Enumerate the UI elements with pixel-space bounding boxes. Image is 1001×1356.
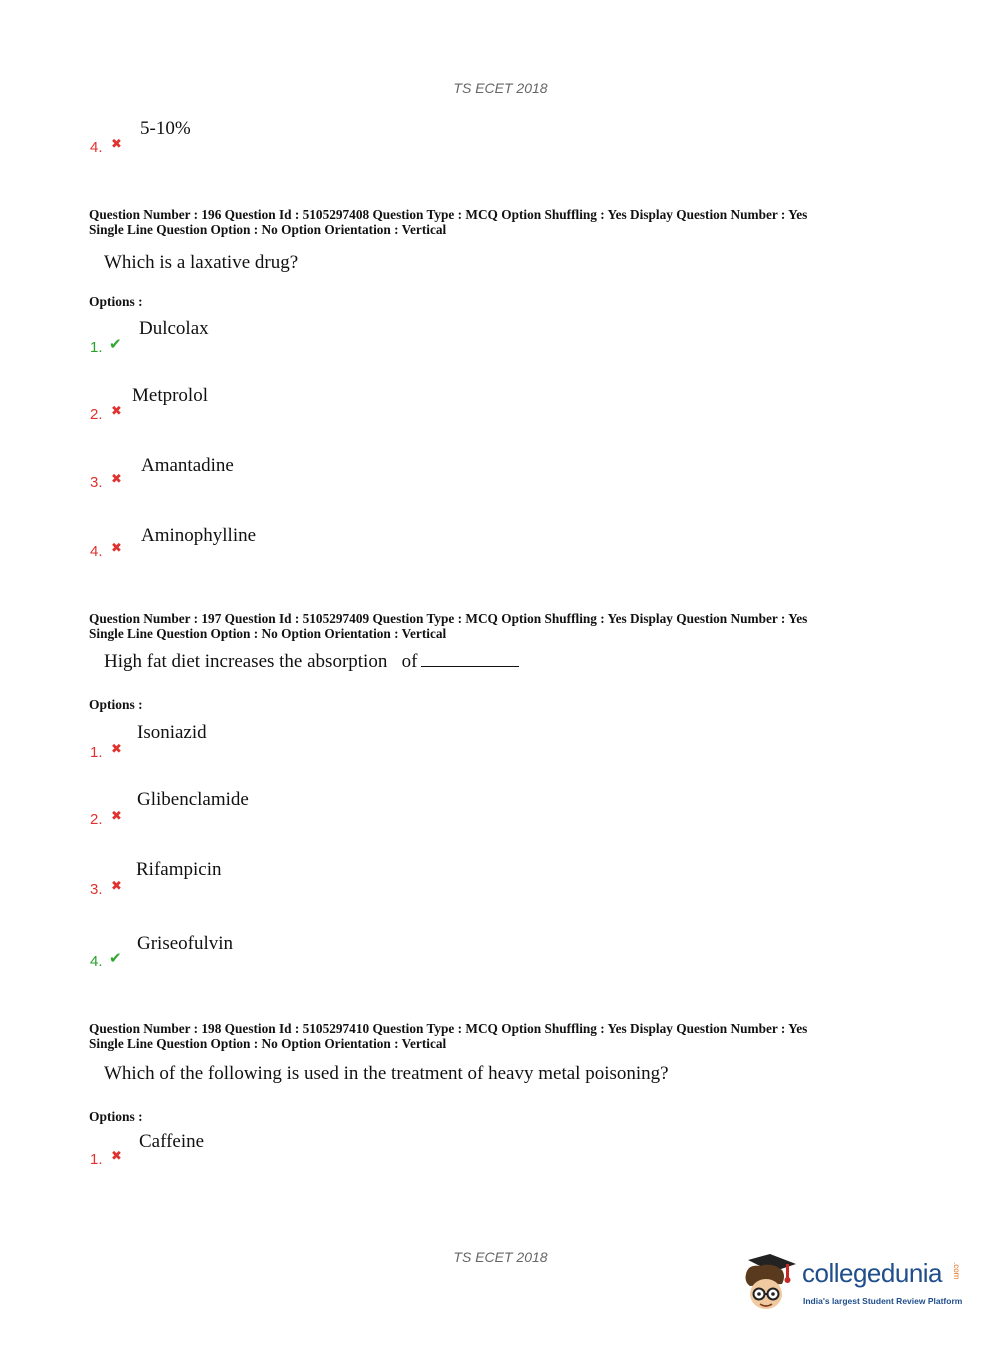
option-text: Isoniazid — [137, 722, 207, 743]
question-meta-line: Single Line Question Option : No Option Orientation : Vertical — [89, 1036, 447, 1051]
option-number: 1. — [90, 744, 103, 761]
cross-icon: ✖ — [111, 541, 122, 556]
option-text: Griseofulvin — [137, 933, 234, 954]
option-number: 2. — [90, 811, 103, 828]
option-number: 1. — [90, 339, 103, 356]
question-meta-line: Question Number : 198 Question Id : 5105297410 Question Type : MCQ Option Shuffling : Yes Display Question Number : Yes — [89, 1021, 808, 1036]
collegedunia-logo — [742, 1250, 972, 1320]
option-number: 3. — [90, 474, 103, 491]
option-text: Metprolol — [132, 385, 208, 406]
cross-icon: ✖ — [111, 1149, 122, 1164]
cross-icon: ✖ — [111, 137, 122, 152]
cross-icon: ✖ — [111, 404, 122, 419]
option-text: Caffeine — [139, 1131, 205, 1152]
option-number: 4. — [90, 543, 103, 560]
question-meta — [89, 207, 807, 237]
check-icon: ✔ — [109, 335, 122, 353]
logo-name: collegedunia — [802, 1258, 943, 1288]
options-label: Options : — [89, 697, 143, 712]
question-text: Which of the following is used in the treatment of heavy metal poisoning? — [104, 1063, 669, 1084]
option-text: Dulcolax — [139, 318, 209, 339]
question-meta-line: Question Number : 197 Question Id : 5105297409 Question Type : MCQ Option Shuffling : Yes Display Question Number : Yes — [89, 611, 808, 626]
cross-icon: ✖ — [111, 742, 122, 757]
option-text: Glibenclamide — [137, 789, 249, 810]
question-meta-line: Single Line Question Option : No Option Orientation : Vertical — [89, 222, 447, 237]
question-meta — [89, 611, 807, 641]
option-text: 5-10% — [140, 118, 191, 139]
options-label: Options : — [89, 1109, 143, 1124]
mascot-icon — [742, 1250, 800, 1316]
option-number: 4. — [90, 953, 103, 970]
option-number: 2. — [90, 406, 103, 423]
question-meta — [89, 1021, 807, 1051]
cross-icon: ✖ — [111, 472, 122, 487]
logo-tagline: India's largest Student Review Platform — [803, 1296, 963, 1306]
fill-in-blank — [421, 666, 519, 667]
page-header: TS ECET 2018 — [453, 80, 548, 96]
option-text: Amantadine — [141, 455, 234, 476]
option-text: Aminophylline — [141, 525, 257, 546]
option-number: 4. — [90, 139, 103, 156]
option-number: 3. — [90, 881, 103, 898]
question-text: Which is a laxative drug? — [104, 252, 299, 273]
option-text: Rifampicin — [136, 859, 222, 880]
check-icon: ✔ — [109, 949, 122, 967]
cross-icon: ✖ — [111, 809, 122, 824]
question-text-content: High fat diet increases the absorption of — [104, 651, 418, 672]
cross-icon: ✖ — [111, 879, 122, 894]
question-text — [104, 651, 519, 673]
question-meta-line: Question Number : 196 Question Id : 5105297408 Question Type : MCQ Option Shuffling : Yes Display Question Number : Yes — [89, 207, 808, 222]
page-footer: TS ECET 2018 — [453, 1249, 548, 1265]
options-label: Options : — [89, 294, 143, 309]
option-number: 1. — [90, 1151, 103, 1168]
question-meta-line: Single Line Question Option : No Option Orientation : Vertical — [89, 626, 447, 641]
logo-suffix: .com — [952, 1262, 961, 1280]
